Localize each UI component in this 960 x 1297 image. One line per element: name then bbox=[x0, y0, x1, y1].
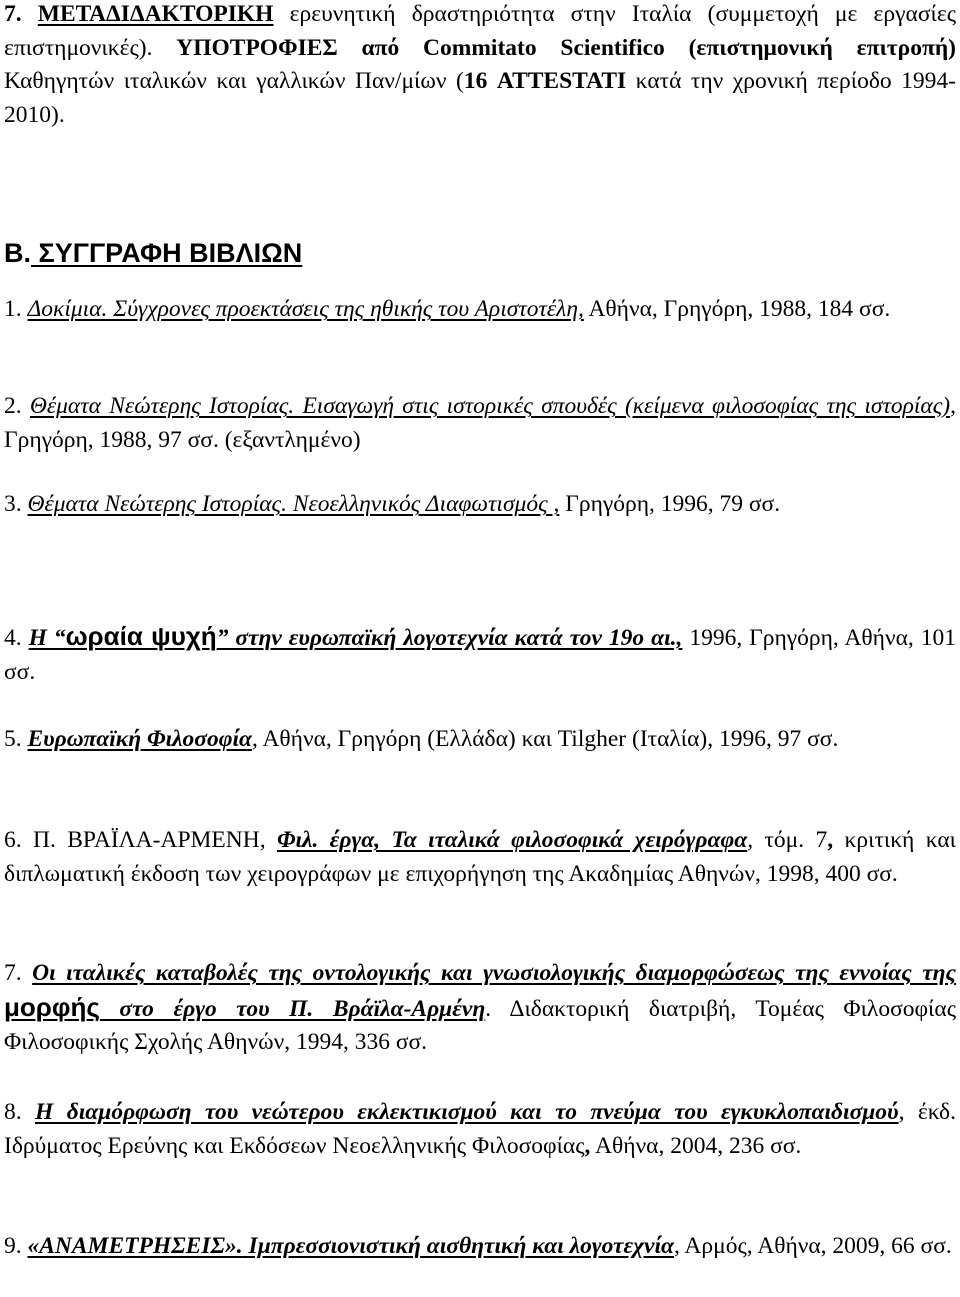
book-title: Ιμπρεσσιονιστική αισθητική και λογοτεχνία bbox=[242, 1233, 674, 1259]
book-title: Ευρωπαϊκή Φιλοσοφία bbox=[27, 726, 252, 752]
book-entry-8: 8. Η διαμόρφωση του νεώτερου εκλεκτικισμού και το πνεύμα του εγκυκλοπαιδισμού, έκδ. Ιδρύματος Ερεύνης και Εκδόσεων Νεοελληνικής Φιλοσοφίας, Αθήνα, 2004, 236 σσ. bbox=[4, 1099, 956, 1159]
section-letter: Β. bbox=[4, 238, 31, 268]
book-title: Η διαμόρφωση του νεώτερου εκλεκτικισμού και το πνεύμα του εγκυκλοπαιδισμού bbox=[35, 1099, 899, 1125]
intro-title: ΜΕΤΑΔΙΔΑΚΤΟΡΙΚΗ bbox=[37, 1, 274, 27]
book-entry-6: 6. Π. ΒΡΑΪΛΑ-ΑΡΜΕΝΗ, Φιλ. έργα, Τα ιταλικά φιλοσοφικά χειρόγραφα, τόμ. 7, κριτική και διπλωματική έκδοση των χειρογράφων με επιχορήγηση της Ακαδημίας Αθηνών, 1998, 400 σσ. bbox=[4, 827, 956, 887]
book-entry-2: 2. Θέματα Νεώτερης Ιστορίας. Εισαγωγή στις ιστορικές σπουδές (κείμενα φιλοσοφίας της ιστορίας), Γρηγόρη, 1988, 97 σσ. (εξαντλημένο) bbox=[4, 393, 956, 453]
book-title-highlight: ωραία ψυχή bbox=[65, 621, 217, 651]
intro-period: κατά την χρονική περίοδο 1994-2010). bbox=[4, 68, 957, 128]
attestati-count: 16 ATTESTATI bbox=[463, 68, 627, 94]
postdoc-paragraph bbox=[4, 0, 956, 132]
book-entry-9: 9. «ΑΝΑΜΕΤΡΗΣΕΙΣ». Ιμπρεσσιονιστική αισθητική και λογοτεχνία, Αρμός, Αθήνα, 2009, 66 σσ. bbox=[4, 1233, 952, 1259]
book-entry-5: 5. Ευρωπαϊκή Φιλοσοφία, Αθήνα, Γρηγόρη (Ελλάδα) και Tilgher (Ιταλία), 1996, 97 σσ. bbox=[4, 726, 839, 752]
book-entry-1: 1. Δοκίμια. Σύγχρονες προεκτάσεις της ηθικής του Αριστοτέλη, Αθήνα, Γρηγόρη, 1988, 184 σσ. bbox=[4, 296, 891, 322]
intro-number: 7. bbox=[4, 1, 22, 27]
book-title: Δοκίμια. Σύγχρονες προεκτάσεις της ηθικής του Αριστοτέλη, bbox=[27, 296, 584, 322]
scholarships-text: ΥΠΟΤΡΟΦΙΕΣ από Commitato Scientifico (επιστημονική επιτροπή) bbox=[176, 34, 956, 61]
book-title: Θέματα Νεώτερης Ιστορίας. Εισαγωγή στις ιστορικές σπουδές (κείμενα φιλοσοφίας της ιστορίας) bbox=[29, 393, 951, 419]
book-title-highlight: μορφής bbox=[4, 991, 100, 1022]
section-title: ΣΥΓΓΡΑΦΗ ΒΙΒΛΙΩΝ bbox=[38, 238, 303, 268]
book-title: Οι ιταλικές καταβολές της οντολογικής και γνωσιολογικής διαμορφώσεως της εννοίας της bbox=[32, 960, 956, 986]
book-entry-4: 4. Η “ωραία ψυχή” στην ευρωπαϊκή λογοτεχνία κατά τον 19ο αι., 1996, Γρηγόρη, Αθήνα, 101 σσ. bbox=[4, 621, 956, 685]
book-entry-3: 3. Θέματα Νεώτερης Ιστορίας. Νεοελληνικός Διαφωτισμός , Γρηγόρη, 1996, 79 σσ. bbox=[4, 491, 781, 517]
book-title: Φιλ. έργα, Τα ιταλικά φιλοσοφικά χειρόγραφα bbox=[276, 827, 748, 853]
section-heading bbox=[4, 236, 302, 270]
book-entry-7: 7. Οι ιταλικές καταβολές της οντολογικής και γνωσιολογικής διαμορφώσεως της εννοίας της μορφής στο έργο του Π. Βράϊλα-Αρμένη. Διδακτορική διατριβή, Τομέας Φιλοσοφίας Φιλοσοφικής Σχολής Αθηνών, 1994, 336 σσ. bbox=[4, 960, 956, 1055]
intro-text: ερευνητική δραστηριότητα στην Ιταλία (συμμετοχή με εργασίες επιστημονικές). bbox=[4, 1, 956, 61]
intro-text-2: Καθηγητών ιταλικών και γαλλικών Παν/μίων ( bbox=[4, 68, 464, 94]
book-series: «ΑΝΑΜΕΤΡΗΣΕΙΣ». bbox=[27, 1233, 243, 1259]
book-title: ” στην ευρωπαϊκή λογοτεχνία κατά τον 19ο αι., bbox=[216, 625, 683, 651]
book-title: Θέματα Νεώτερης Ιστορίας. Νεοελληνικός Διαφωτισμός , bbox=[27, 491, 560, 517]
